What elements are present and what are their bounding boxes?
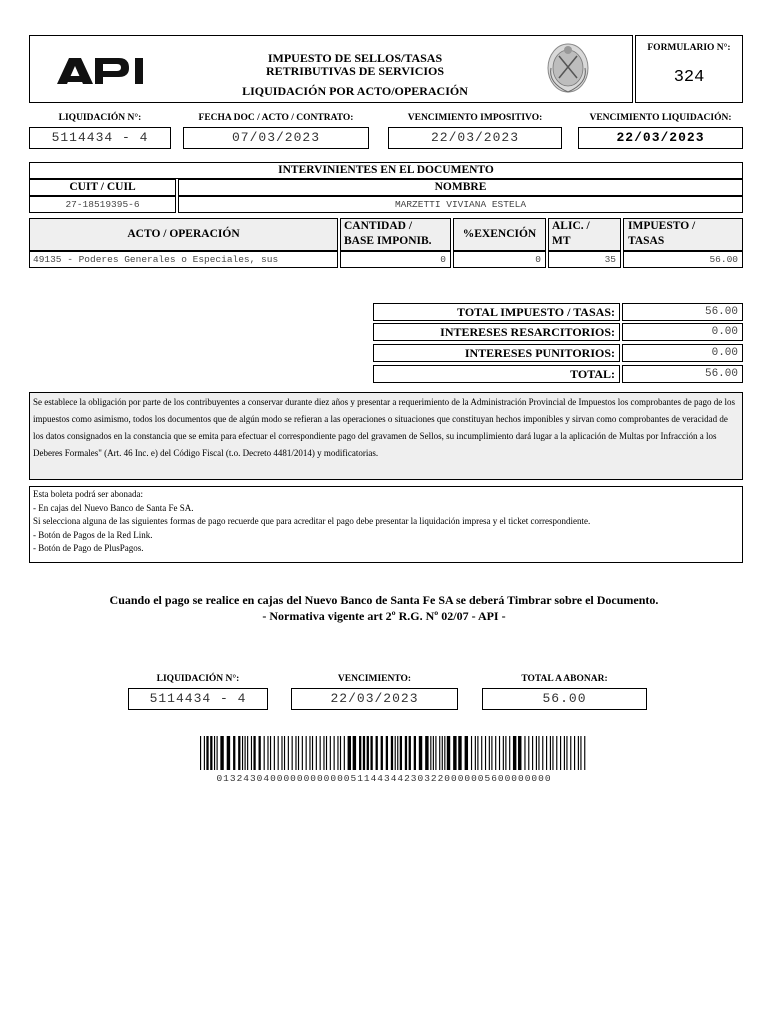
barcode-bar (334, 736, 335, 770)
barcode-bar (238, 736, 240, 770)
barcode-bar (220, 736, 223, 770)
barcode-bar (439, 736, 440, 770)
stub-total-value: 56.00 (482, 688, 647, 710)
barcode-bar (400, 736, 402, 770)
notice-line-2: - Normativa vigente art 2º R.G. Nº 02/07 - API - (262, 609, 506, 623)
venc-imp-value: 22/03/2023 (388, 127, 562, 149)
barcode-bar (475, 736, 476, 770)
payment-info-line: - Botón de Pago de PlusPagos. (33, 543, 144, 553)
barcode-bar (524, 736, 525, 770)
barcode-bar (444, 736, 445, 770)
cuit-header: CUIT / CUIL (29, 179, 176, 196)
barcode-bar (453, 736, 456, 770)
barcode-bar (247, 736, 248, 770)
barcode-number: 01324304000000000000511443442303220000005600000000 (216, 773, 552, 784)
barcode-bar (481, 736, 482, 770)
venc-liq-label: VENCIMIENTO LIQUIDACIÓN: (589, 113, 732, 123)
barcode-bar (509, 736, 510, 770)
barcode-bar (302, 736, 303, 770)
alic-header-2: MT (552, 235, 571, 247)
barcode-bar (430, 736, 431, 770)
stub-liquidacion-value: 5114434 - 4 (128, 688, 268, 710)
barcode-bar (370, 736, 372, 770)
acto-value: 49135 - Poderes Generales o Especiales, sus (29, 251, 338, 268)
payment-info-line: - Botón de Pagos de la Red Link. (33, 529, 153, 540)
barcode-bar (381, 736, 383, 770)
barcode-bar (264, 736, 265, 770)
notice-line-1: Cuando el pago se realice en cajas del Nuevo Banco de Santa Fe SA se deberá Timbrar sobre el Documento. (109, 593, 659, 607)
barcode-bar (210, 736, 212, 770)
barcode-bar (536, 736, 537, 770)
barcode-bar (200, 736, 201, 770)
barcode-bar (405, 736, 407, 770)
barcode-bar (560, 736, 561, 770)
payment-info-line: Si selecciona alguna de las siguientes formas de pago recuerde que para acreditar el pago debe presentar la liquidación impresa y el ticket correspondiente. (33, 516, 591, 526)
header-title-3: LIQUIDACIÓN POR ACTO/OPERACIÓN (242, 84, 468, 98)
fecha-value: 07/03/2023 (183, 127, 369, 149)
barcode-bar (204, 736, 205, 770)
barcode-bar (348, 736, 351, 770)
barcode-bar (344, 736, 345, 770)
liquidacion-label: LIQUIDACIÓN N°: (58, 113, 142, 123)
barcode-bar (574, 736, 575, 770)
alic-value: 35 (548, 251, 621, 268)
barcode-bar (227, 736, 230, 770)
barcode-bar (323, 736, 324, 770)
barcode-bar (376, 736, 378, 770)
total-impuesto-value: 56.00 (622, 303, 743, 321)
barcode-bar (295, 736, 296, 770)
barcode (200, 736, 588, 770)
barcode-bar (435, 736, 436, 770)
barcode-bar (292, 736, 293, 770)
barcode-bar (419, 736, 422, 770)
barcode-bar (320, 736, 321, 770)
barcode-bar (363, 736, 365, 770)
barcode-bar (518, 736, 521, 770)
barcode-bar (564, 736, 565, 770)
barcode-bar (584, 736, 585, 770)
barcode-bar (267, 736, 268, 770)
intereses-punitorios-value: 0.00 (622, 344, 743, 362)
provincial-seal-icon (543, 38, 593, 100)
barcode-bar (233, 736, 235, 770)
barcode-bar (513, 736, 516, 770)
payment-info-line: Esta boleta podrá ser abonada: (33, 489, 143, 499)
barcode-bar (284, 736, 285, 770)
total-label: TOTAL: (373, 365, 620, 383)
barcode-bar (477, 736, 478, 770)
barcode-bar (337, 736, 338, 770)
payment-info-line: - En cajas del Nuevo Banco de Santa Fe SA. (33, 502, 194, 513)
barcode-bar (566, 736, 567, 770)
barcode-bar (505, 736, 506, 770)
barcode-bar (485, 736, 486, 770)
barcode-bar (386, 736, 388, 770)
impuesto-header (623, 218, 743, 251)
formulario-value: 324 (673, 68, 705, 87)
barcode-bar (330, 736, 331, 770)
barcode-bar (532, 736, 533, 770)
barcode-bar (552, 736, 553, 770)
total-impuesto-label: TOTAL IMPUESTO / TASAS: (373, 303, 620, 321)
barcode-bar (465, 736, 468, 770)
barcode-bar (556, 736, 557, 770)
alic-header-1: ALIC. / (552, 220, 590, 232)
barcode-bar (309, 736, 310, 770)
barcode-bar (326, 736, 327, 770)
venc-liq-value: 22/03/2023 (578, 127, 743, 149)
barcode-bar (542, 736, 543, 770)
barcode-bar (409, 736, 411, 770)
fecha-label: FECHA DOC / ACTO / CONTRATO: (198, 113, 354, 123)
api-logo-icon (55, 50, 155, 90)
liquidacion-value: 5114434 - 4 (29, 127, 171, 149)
barcode-bar (425, 736, 428, 770)
stub-vencimiento-label: VENCIMIENTO: (337, 674, 412, 684)
barcode-bar (281, 736, 282, 770)
barcode-bar (245, 736, 246, 770)
stub-total-label: TOTAL A ABONAR: (521, 674, 608, 684)
impuesto-header-2: TASAS (628, 235, 665, 247)
barcode-bar (214, 736, 215, 770)
barcode-bar (499, 736, 500, 770)
stub-vencimiento-value: 22/03/2023 (291, 688, 458, 710)
barcode-bar (306, 736, 307, 770)
stub-liquidacion-label: LIQUIDACIÓN N°: (156, 674, 240, 684)
impuesto-value: 56.00 (623, 251, 743, 268)
cuit-value: 27-18519395-6 (29, 196, 176, 213)
exencion-header: %EXENCIÓN (453, 218, 546, 251)
barcode-bar (433, 736, 434, 770)
intereses-resarcitorios-value: 0.00 (622, 323, 743, 341)
cantidad-header (340, 218, 451, 251)
barcode-bar (288, 736, 289, 770)
barcode-bar (242, 736, 243, 770)
venc-imp-label: VENCIMIENTO IMPOSITIVO: (407, 113, 543, 123)
barcode-bar (253, 736, 255, 770)
header-title-2: RETRIBUTIVAS DE SERVICIOS (265, 64, 445, 78)
barcode-bar (414, 736, 416, 770)
barcode-bar (491, 736, 492, 770)
barcode-bar (503, 736, 504, 770)
barcode-bar (298, 736, 299, 770)
barcode-bar (206, 736, 208, 770)
nombre-header: NOMBRE (178, 179, 743, 196)
barcode-bar (550, 736, 551, 770)
cantidad-header-1: CANTIDAD / (344, 220, 413, 232)
barcode-bar (274, 736, 275, 770)
formulario-box (635, 35, 743, 103)
barcode-bar (495, 736, 496, 770)
barcode-bar (580, 736, 581, 770)
barcode-bar (546, 736, 547, 770)
intervinientes-title: INTERVINIENTES EN EL DOCUMENTO (29, 162, 743, 179)
intereses-resarcitorios-label: INTERESES RESARCITORIOS: (373, 323, 620, 341)
exencion-value: 0 (453, 251, 546, 268)
api-logo (55, 50, 155, 90)
cantidad-header-2: BASE IMPONIB. (344, 235, 432, 247)
barcode-bar (278, 736, 279, 770)
barcode-bar (367, 736, 369, 770)
barcode-bar (578, 736, 579, 770)
barcode-bar (251, 736, 252, 770)
cantidad-value: 0 (340, 251, 451, 268)
barcode-bar (340, 736, 341, 770)
barcode-bar (528, 736, 529, 770)
formulario-label: FORMULARIO N°: (647, 43, 731, 53)
impuesto-header-1: IMPUESTO / (628, 220, 696, 232)
payment-info-box (29, 486, 743, 563)
barcode-bar (538, 736, 539, 770)
barcode-bar (391, 736, 393, 770)
header-title-1: IMPUESTO DE SELLOS/TASAS (267, 51, 443, 65)
acto-header: ACTO / OPERACIÓN (29, 218, 338, 251)
barcode-bar (395, 736, 396, 770)
barcode-bar (397, 736, 398, 770)
barcode-bar (259, 736, 261, 770)
legal-text: Se establece la obligación por parte de los contribuyentes a conservar durante diez años y presentar a requerimiento de la Administración Provincial de Impuestos los comprobantes de pago de los impuestos como asimismo, todos los documentos que de algún modo se refieran a las operaciones o situaciones que constituyan hechos imponibles y sirvan como comprobantes de veracidad de los datos consignados en la constancia que se emita para efectuar el correspondiente pago del gravamen de Sellos, su incumplimiento dará lugar a la aplicación de Multas por Infracción a los Deberes Formales" (Art. 46 Inc. e) del Código Fiscal (t.o. Decreto 4481/2014) y modificatorias. (29, 392, 743, 480)
barcode-bar (570, 736, 571, 770)
barcode-bar (458, 736, 461, 770)
barcode-bar (316, 736, 317, 770)
intereses-punitorios-label: INTERESES PUNITORIOS: (373, 344, 620, 362)
alic-header (548, 218, 621, 251)
barcode-bar (353, 736, 356, 770)
barcode-bar (270, 736, 271, 770)
barcode-bar (312, 736, 313, 770)
total-value: 56.00 (622, 365, 743, 383)
nombre-value: MARZETTI VIVIANA ESTELA (178, 196, 743, 213)
barcode-bar (217, 736, 218, 770)
barcode-bar (442, 736, 443, 770)
barcode-bar (471, 736, 472, 770)
barcode-bar (359, 736, 361, 770)
barcode-bar (447, 736, 450, 770)
barcode-bar (489, 736, 490, 770)
